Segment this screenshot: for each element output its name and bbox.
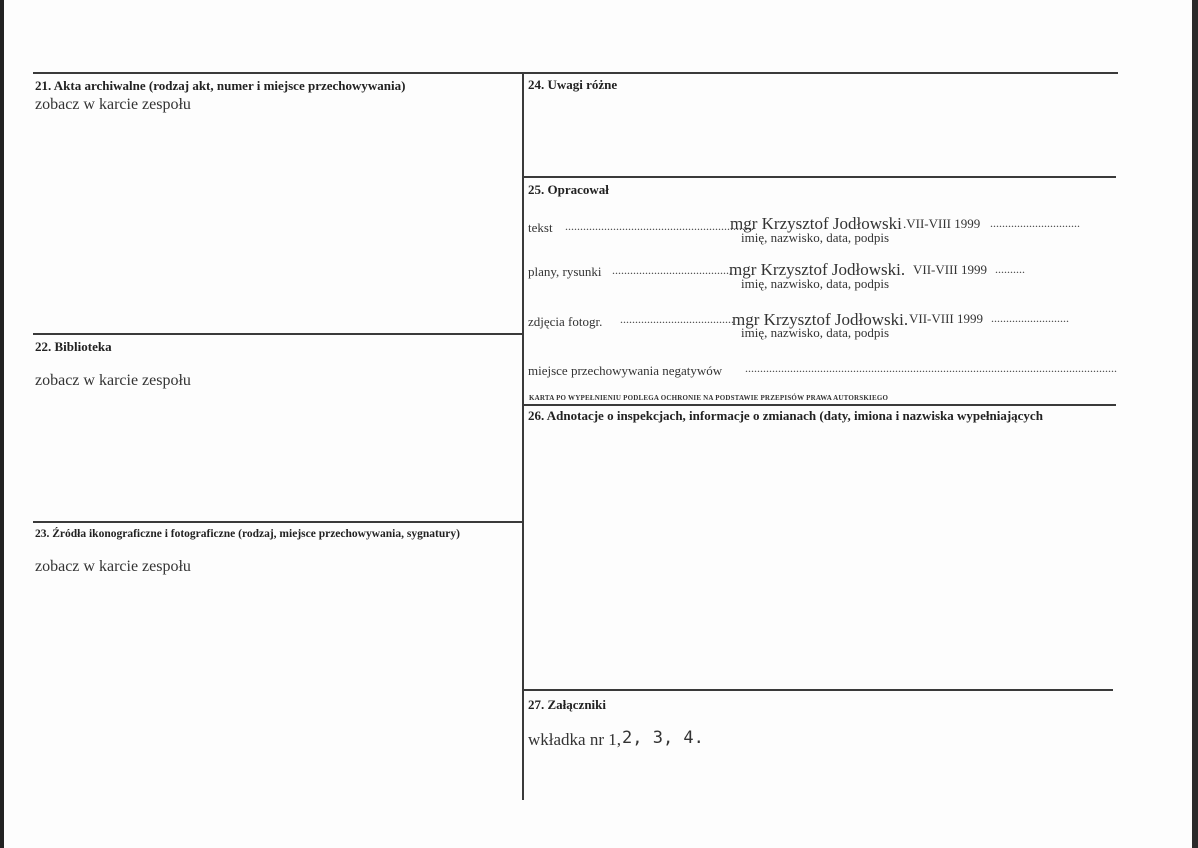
rule-23 (33, 521, 522, 523)
section-27-content-handwritten: 2, 3, 4. (622, 728, 704, 748)
row-text-date: .VII-VIII 1999 (903, 216, 981, 231)
row-plans-caption: imię, nazwisko, data, podpis (741, 276, 890, 291)
section-23-content: zobacz w karcie zespołu (35, 558, 191, 575)
scan-edge-right (1192, 0, 1198, 848)
section-25-heading: 25. Opracował (528, 182, 609, 197)
section-24-heading: 24. Uwagi różne (528, 77, 618, 92)
row-plans-label: plany, rysunki (528, 264, 602, 279)
rule-26 (524, 404, 1116, 406)
section-21-content: zobacz w karcie zespołu (35, 96, 191, 113)
row-text-label: tekst (528, 220, 553, 235)
row-plans-name: mgr Krzysztof Jodłowski. (729, 260, 906, 279)
row-plans-leader: ........................................ (612, 263, 732, 277)
row-photos-date: VII-VIII 1999 (909, 311, 984, 326)
section-23-heading: 23. Źródła ikonograficzne i fotograficzne (rodzaj, miejsce przechowywania, sygnatury) (35, 528, 460, 540)
section-21-heading: 21. Akta archiwalne (rodzaj akt, numer i miejsce przechowywania) (35, 78, 406, 93)
section-27-content-printed: wkładka nr 1, (528, 730, 622, 749)
row-text-name: mgr Krzysztof Jodłowski (730, 214, 902, 233)
rule-22 (33, 333, 522, 335)
section-26-heading: 26. Adnotacje o inspekcjach, informacje o zmianach (daty, imiona i nazwiska wypełniających (528, 408, 1043, 423)
section-22-heading: 22. Biblioteka (35, 339, 112, 354)
row-text-trail: .............................. (990, 216, 1080, 230)
row-photos-leader: ...................................... (620, 312, 734, 326)
section-27-heading: 27. Załączniki (528, 697, 607, 712)
row-plans-date: VII-VIII 1999 (913, 262, 988, 277)
negatives-leader: ............................................................................................................................ (745, 361, 1117, 375)
row-photos-caption: imię, nazwisko, data, podpis (741, 325, 890, 340)
row-photos-trail: .......................... (991, 311, 1069, 325)
section-22-content: zobacz w karcie zespołu (35, 372, 191, 389)
scan-edge-left (0, 0, 4, 848)
rule-25 (524, 176, 1116, 178)
row-text-caption: imię, nazwisko, data, podpis (741, 230, 890, 245)
row-photos-label: zdjęcia fotogr. (528, 314, 603, 329)
row-plans-trail: .......... (995, 262, 1025, 276)
row-text-leader: ............................................................... (565, 219, 754, 233)
negatives-label: miejsce przechowywania negatywów (528, 363, 723, 378)
rule-27 (524, 689, 1113, 691)
top-rule (33, 72, 1118, 74)
copyright-note: KARTA PO WYPEŁNIENIU PODLEGA OCHRONIE NA PODSTAWIE PRZEPISÓW PRAWA AUTORSKIEGO (529, 394, 889, 402)
row-photos-name: mgr Krzysztof Jodłowski. (732, 310, 909, 329)
